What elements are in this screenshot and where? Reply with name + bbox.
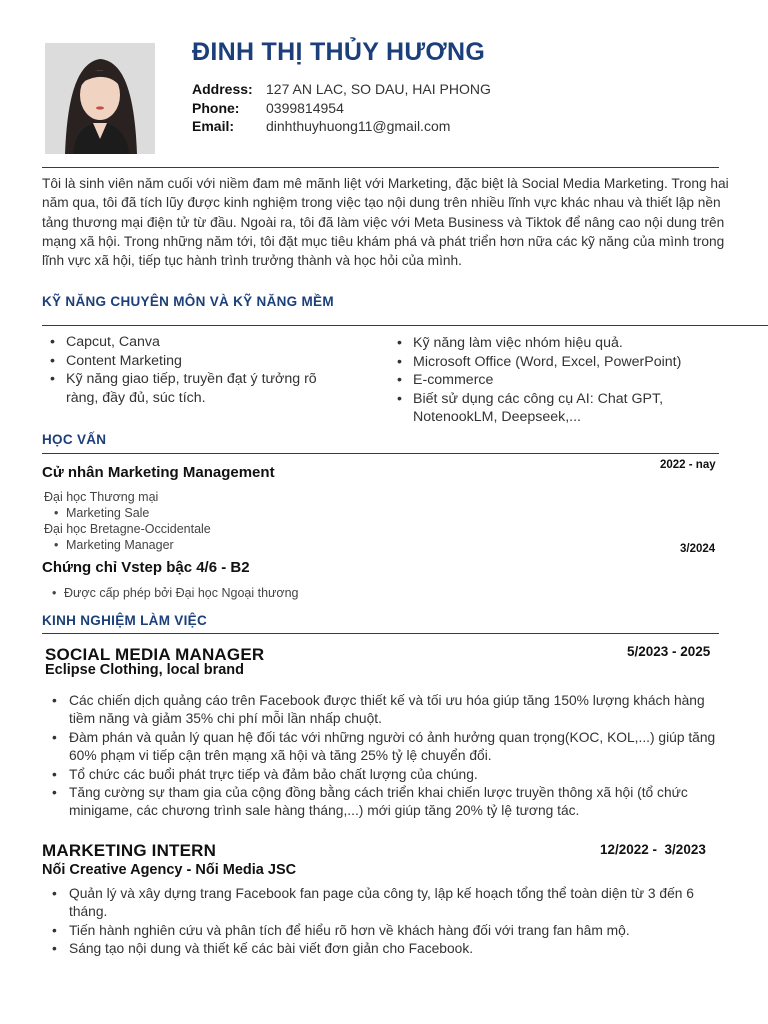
skill-item: • Biết sử dụng các công cụ AI: Chat GPT, NotenookLM, Deepseek,... (389, 390, 703, 427)
job-date: 5/2023 - 2025 (627, 644, 711, 659)
job-date: 12/2022 - 3/2023 (600, 842, 706, 857)
skills-right-list (389, 334, 729, 427)
job-bullet: • Tổ chức các buổi phát trực tiếp và đảm bảo chất lượng của chúng. (42, 766, 734, 784)
email-row (192, 118, 450, 134)
job-bullet: • Đàm phán và quản lý quan hệ đối tác với những người có ảnh hưởng quan trọng(KOC, KOL,...) giúp tăng 60% phạm vi tiếp cận trên mạng xã hội và tăng 25% tỷ lệ chuyển đổi. (42, 729, 734, 766)
skill-item: • Kỹ năng giao tiếp, truyền đạt ý tưởng rõ ràng, đầy đủ, súc tích. (42, 370, 326, 407)
cert-note: • Được cấp phép bởi Đại học Ngoại thương (42, 585, 299, 601)
skill-item: • Content Marketing (42, 352, 352, 371)
school-name: Đại học Thương mại (44, 490, 159, 504)
job-title: SOCIAL MEDIA MANAGER (45, 645, 265, 664)
skill-item: • Microsoft Office (Word, Excel, PowerPoint) (389, 353, 729, 372)
experience-heading: KINH NGHIỆM LÀM VIỆC (42, 613, 208, 628)
major-item: • Marketing Sale (44, 505, 149, 521)
cert-notes (42, 585, 299, 601)
job-bullet: • Các chiến dịch quảng cáo trên Facebook được thiết kế và tối ưu hóa giúp tăng 150% lượng khách hàng tiềm năng và giảm 35% chi phí mỗi lần nhấp chuột. (42, 692, 734, 729)
job-company: Nối Creative Agency - Nối Media JSC (42, 862, 297, 878)
job-bullets (42, 692, 734, 821)
candidate-name: ĐINH THỊ THỦY HƯƠNG (192, 38, 486, 66)
major-item: • Marketing Manager (44, 537, 174, 553)
email-label: Email: (192, 118, 235, 134)
job-bullet: • Tiến hành nghiên cứu và phân tích để hiểu rõ hơn về khách hàng đối với trang fan hâm mộ. (42, 922, 722, 940)
profile-photo (45, 43, 155, 154)
job-company: Eclipse Clothing, local brand (45, 662, 244, 678)
school2-majors (44, 537, 174, 553)
portrait-icon (45, 43, 155, 154)
summary-text: Tôi là sinh viên năm cuối với niềm đam mê mãnh liệt với Marketing, đặc biệt là Social Media Marketing. Trong hai năm qua, tôi đã tích lũy được kinh nghiệm trong việc tạo nội dung trên nhiều lĩnh vực khác nhau và thiết lập nền tảng thương mại điện tử từ đầu. Ngoài ra, tôi đã làm việc với Meta Business và Tiktok để nâng cao nội dung trên mạng xã hội. Trong những năm tới, tôi đặt mục tiêu khám phá và phát triển hơn nữa các kỹ năng của mình trong lĩnh vực xã hội, tiếp tục hành trình trưởng thành và học hỏi của mình. (42, 176, 729, 269)
address-label: Address: (192, 81, 253, 97)
skills-heading: KỸ NĂNG CHUYÊN MÔN VÀ KỸ NĂNG MỀM (42, 294, 334, 309)
degree-date: 2022 - nay (660, 459, 716, 471)
phone-row (192, 100, 344, 116)
school-name: Đại học Bretagne-Occidentale (44, 522, 211, 536)
phone-value: 0399814954 (266, 100, 344, 116)
header-divider (42, 167, 719, 168)
address-row (192, 81, 491, 97)
education-divider (42, 453, 719, 454)
skills-divider (42, 325, 768, 326)
skill-item: • Kỹ năng làm việc nhóm hiệu quả. (389, 334, 729, 353)
phone-label: Phone: (192, 100, 240, 116)
cert-date: 3/2024 (680, 543, 716, 555)
experience-divider (42, 633, 719, 634)
education-heading: HỌC VẤN (42, 432, 107, 447)
skill-item: • Capcut, Canva (42, 333, 352, 352)
skill-item: • E-commerce (389, 371, 729, 390)
job-bullet: • Tăng cường sự tham gia của cộng đồng bằng cách triển khai chiến lược truyền thông xã hội (tổ chức minigame, các chương trình sale hàng tháng,...) mới giúp tăng 20% tỷ lệ tương tác. (42, 784, 734, 821)
email-value[interactable]: dinhthuyhuong11@gmail.com (266, 118, 451, 134)
degree-title: Cử nhân Marketing Management (42, 464, 275, 481)
school1-majors (44, 505, 149, 521)
job-bullet: • Sáng tạo nội dung và thiết kế các bài viết đơn giản cho Facebook. (42, 940, 722, 958)
job-title: MARKETING INTERN (42, 841, 217, 860)
address-value: 127 AN LAC, SO DAU, HAI PHONG (266, 81, 491, 97)
job-bullets (42, 885, 722, 959)
cert-title: Chứng chỉ Vstep bậc 4/6 - B2 (42, 559, 250, 576)
skills-left-list (42, 333, 352, 407)
job-bullet: • Quản lý và xây dựng trang Facebook fan page của công ty, lập kế hoạch tổng thể toàn diện từ 3 đến 6 tháng. (42, 885, 722, 922)
